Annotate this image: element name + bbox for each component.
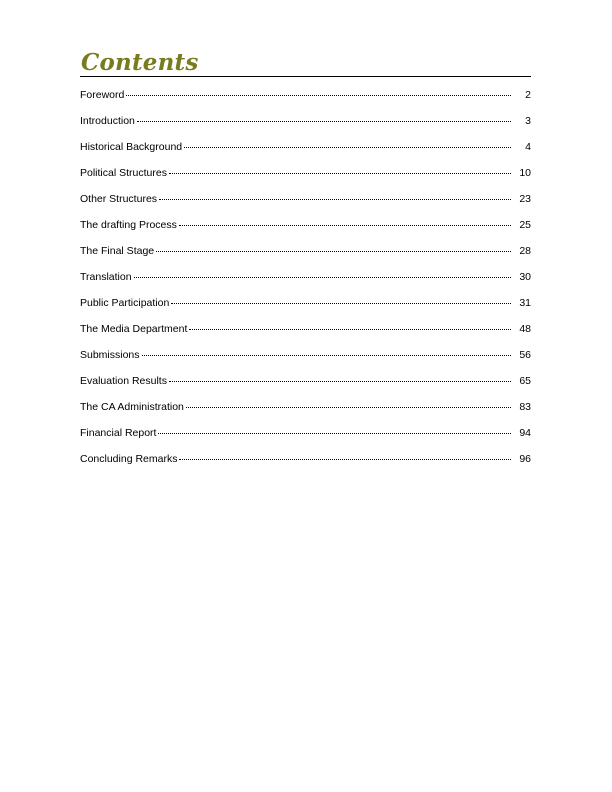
toc-entry-title: The Final Stage <box>80 245 155 257</box>
toc-dot-leader <box>169 380 511 382</box>
toc-entry-title: Concluding Remarks <box>80 453 178 465</box>
toc-entry[interactable] <box>80 217 531 243</box>
toc-entry-title: Public Participation <box>80 297 170 309</box>
toc-entry[interactable] <box>80 399 531 425</box>
toc-entry-page: 10 <box>519 167 531 179</box>
toc-entry-page: 4 <box>525 141 531 153</box>
toc-entry-title: The CA Administration <box>80 401 184 413</box>
toc-entry-title: The drafting Process <box>80 219 177 231</box>
toc-entry-page: 48 <box>519 323 531 335</box>
toc-entry-page: 94 <box>519 427 531 439</box>
toc-dot-leader <box>137 120 511 122</box>
toc-entry[interactable] <box>80 165 531 191</box>
toc-entry-title: Political Structures <box>80 167 167 179</box>
toc-dot-leader <box>159 198 511 200</box>
toc-dot-leader <box>158 432 511 434</box>
toc-dot-leader <box>179 224 511 226</box>
table-of-contents <box>80 87 531 477</box>
toc-entry-title: Evaluation Results <box>80 375 167 387</box>
toc-entry-page: 2 <box>525 89 531 101</box>
toc-entry[interactable] <box>80 321 531 347</box>
toc-dot-leader <box>171 302 511 304</box>
toc-entry[interactable] <box>80 347 531 373</box>
toc-entry-title: Submissions <box>80 349 140 361</box>
toc-entry-title: Introduction <box>80 115 135 127</box>
toc-entry[interactable] <box>80 113 531 139</box>
toc-dot-leader <box>189 328 511 330</box>
toc-entry-title: Foreword <box>80 89 125 101</box>
toc-entry-page: 96 <box>519 453 531 465</box>
toc-entry-title: Historical Background <box>80 141 183 153</box>
toc-entry[interactable] <box>80 269 531 295</box>
toc-entry[interactable] <box>80 451 531 477</box>
toc-entry-title: Financial Report <box>80 427 157 439</box>
toc-entry-page: 83 <box>519 401 531 413</box>
toc-entry-page: 23 <box>519 193 531 205</box>
toc-entry[interactable] <box>80 87 531 113</box>
toc-dot-leader <box>126 94 511 96</box>
toc-dot-leader <box>179 458 511 460</box>
toc-entry-page: 3 <box>525 115 531 127</box>
toc-entry[interactable] <box>80 295 531 321</box>
toc-entry[interactable] <box>80 243 531 269</box>
toc-entry[interactable] <box>80 425 531 451</box>
toc-dot-leader <box>169 172 511 174</box>
heading-underline <box>80 49 531 77</box>
toc-dot-leader <box>142 354 511 356</box>
toc-entry-page: 25 <box>519 219 531 231</box>
toc-entry-page: 56 <box>519 349 531 361</box>
toc-entry-page: 31 <box>519 297 531 309</box>
toc-entry-title: The Media Department <box>80 323 188 335</box>
page-title: Contents <box>81 49 199 76</box>
toc-dot-leader <box>184 146 511 148</box>
toc-entry-title: Translation <box>80 271 132 283</box>
toc-dot-leader <box>186 406 511 408</box>
toc-entry[interactable] <box>80 139 531 165</box>
toc-entry[interactable] <box>80 373 531 399</box>
toc-entry-title: Other Structures <box>80 193 158 205</box>
toc-dot-leader <box>156 250 511 252</box>
toc-entry[interactable] <box>80 191 531 217</box>
toc-entry-page: 28 <box>519 245 531 257</box>
toc-entry-page: 30 <box>519 271 531 283</box>
toc-dot-leader <box>134 276 511 278</box>
toc-entry-page: 65 <box>519 375 531 387</box>
